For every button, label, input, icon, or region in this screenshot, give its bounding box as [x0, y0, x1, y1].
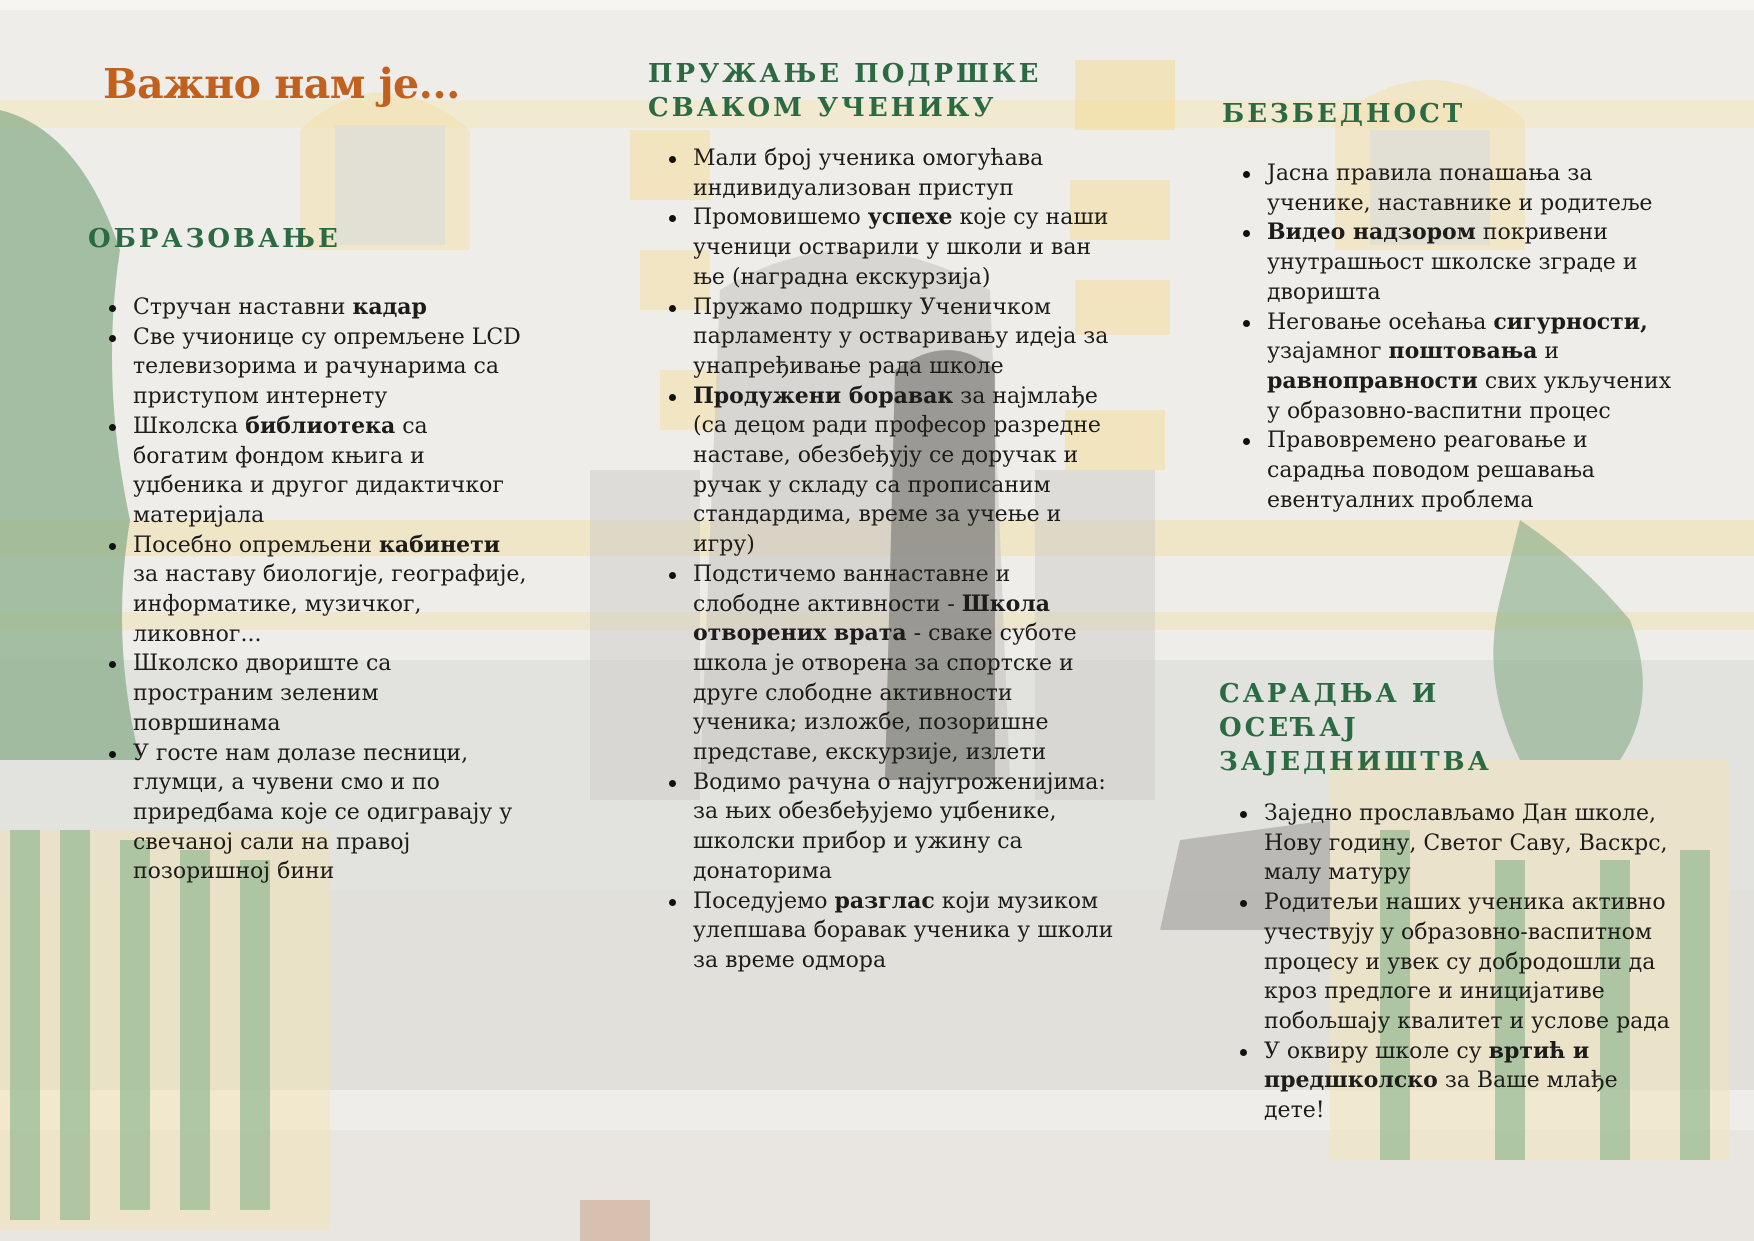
- bold-text: Видео надзором: [1267, 219, 1476, 246]
- text-run: са богатим фондом књига и уџбеника и другог дидактичког материјала: [133, 413, 504, 528]
- text-run: свих укључених у образовно-васпитни процес: [1267, 368, 1672, 424]
- text-run: Мали број ученика омогућава индивидуализован приступ: [693, 146, 1044, 201]
- section-heading-education: ОБРАЗОВАЊЕ: [88, 224, 341, 254]
- text-run: и: [1537, 339, 1560, 365]
- list-item: [1264, 888, 1679, 1037]
- bold-text: Школа отворених врата: [693, 590, 1051, 647]
- text-run: Неговање осећања: [1267, 309, 1494, 335]
- bold-text: успехе: [867, 204, 953, 231]
- text-run: за најмлађе (са децом ради професор разредне наставе, обезбеђују се доручак и ручак у складу са прописаним стандардима, време за учење и игру): [693, 383, 1101, 558]
- list-item: [133, 739, 528, 888]
- text-run: за наставу биологије, географије, информатике, музичког, ликовног...: [133, 562, 527, 647]
- text-run: Правовремено реаговање и сарадња поводом решавања евентуалних проблема: [1267, 428, 1595, 513]
- list-item: [693, 203, 1118, 292]
- bold-text: библиотека: [245, 412, 396, 439]
- column-safety: [1222, 97, 1682, 515]
- text-run: које су наши ученици остварили у школи и ван ње (наградна екскурзија): [693, 205, 1109, 290]
- bold-text: вртић и предшколско: [1264, 1037, 1590, 1094]
- support-list: [648, 144, 1118, 976]
- safety-list: [1222, 159, 1682, 515]
- bold-text: кабинети: [378, 531, 501, 558]
- text-run: за Ваше млађе дете!: [1264, 1068, 1618, 1124]
- text-run: Јасна правила понашања за ученике, наставнике и родитеље: [1267, 161, 1653, 216]
- list-item: [693, 144, 1118, 203]
- list-item: [1264, 799, 1679, 888]
- section-heading-support: ПРУЖАЊЕ ПОДРШКЕ СВАКОМ УЧЕНИКУ: [648, 59, 1042, 123]
- text-run: Заједно прослављамо Дан школе, Нову годину, Светог Саву, Васкрс, малу матуру: [1264, 801, 1668, 886]
- text-run: Подстичемо ваннаставне и слободне активности -: [693, 561, 1011, 617]
- bold-text: кадар: [352, 294, 427, 320]
- education-list: [88, 293, 528, 887]
- text-run: покривени унутрашњост школске зграде и дворишта: [1267, 220, 1638, 305]
- list-item: [133, 649, 528, 738]
- bold-text: равноправности: [1267, 367, 1478, 394]
- text-run: - сваке суботе школа је отворена за спортске и друге слободне активности ученика; изложбе, позоришне представе, екскурзије, излети: [693, 621, 1077, 766]
- list-item: [1267, 159, 1682, 218]
- list-item: [1267, 308, 1682, 427]
- column-education: [88, 222, 528, 887]
- text-run: У госте нам долазе песници, глумци, а чувени смо и по приредбама које се одигравају у свечаној сали на правој позоришној бини: [133, 740, 513, 885]
- text-run: Родитељи наших ученика активно учествују у образовно-васпитном процесу и увек су добродошли да кроз предлоге и иницијативе побољшају квалитет и услове рада: [1264, 890, 1670, 1034]
- list-item: [693, 382, 1118, 560]
- text-run: Пружамо подршку Ученичком парламенту у остваривању идеја за унапређивање рада школе: [693, 294, 1109, 379]
- column-community: [1219, 677, 1679, 1126]
- page-title: Важно нам је...: [103, 60, 460, 108]
- section-heading-safety: БЕЗБЕДНОСТ: [1222, 99, 1466, 129]
- list-item: [693, 560, 1118, 768]
- bold-text: сигурности,: [1493, 308, 1648, 335]
- list-item: [133, 412, 528, 531]
- community-list: [1219, 799, 1679, 1126]
- list-item: [693, 768, 1118, 887]
- bold-text: разглас: [834, 887, 935, 914]
- text-run: узајамног: [1267, 339, 1389, 365]
- text-run: Посебно опремљени: [133, 532, 379, 558]
- text-run: Све учионице су опремљене LCD телевизорима и рачунарима са приступом интернету: [133, 324, 521, 410]
- list-item: [1267, 218, 1682, 307]
- text-run: У оквиру школе су: [1264, 1038, 1489, 1064]
- text-run: Поседујемо: [693, 888, 835, 914]
- column-support: [648, 57, 1118, 976]
- list-item: [1267, 426, 1682, 515]
- section-heading-community: САРАДЊА И ОСЕЋАЈ ЗАЈЕДНИШТВА: [1219, 679, 1492, 777]
- bold-text: Продужени боравак: [693, 382, 954, 409]
- list-item: [693, 887, 1118, 976]
- bold-text: поштовања: [1388, 338, 1538, 365]
- list-item: [133, 293, 528, 323]
- list-item: [133, 323, 528, 412]
- text-run: Водимо рачуна о најугроженијима: за њих обезбеђујемо уџбенике, школски прибор и ужину са донаторима: [693, 769, 1106, 884]
- list-item: [693, 293, 1118, 382]
- list-item: [133, 531, 528, 650]
- text-run: Стручан наставни: [133, 295, 353, 320]
- text-run: који музиком улепшава боравак ученика у школи за време одмора: [693, 888, 1114, 973]
- list-item: [1264, 1037, 1679, 1126]
- text-run: Школско двориште са пространим зеленим површинама: [133, 651, 392, 736]
- text-run: Промовишемо: [693, 205, 868, 231]
- text-run: Школска: [133, 413, 246, 439]
